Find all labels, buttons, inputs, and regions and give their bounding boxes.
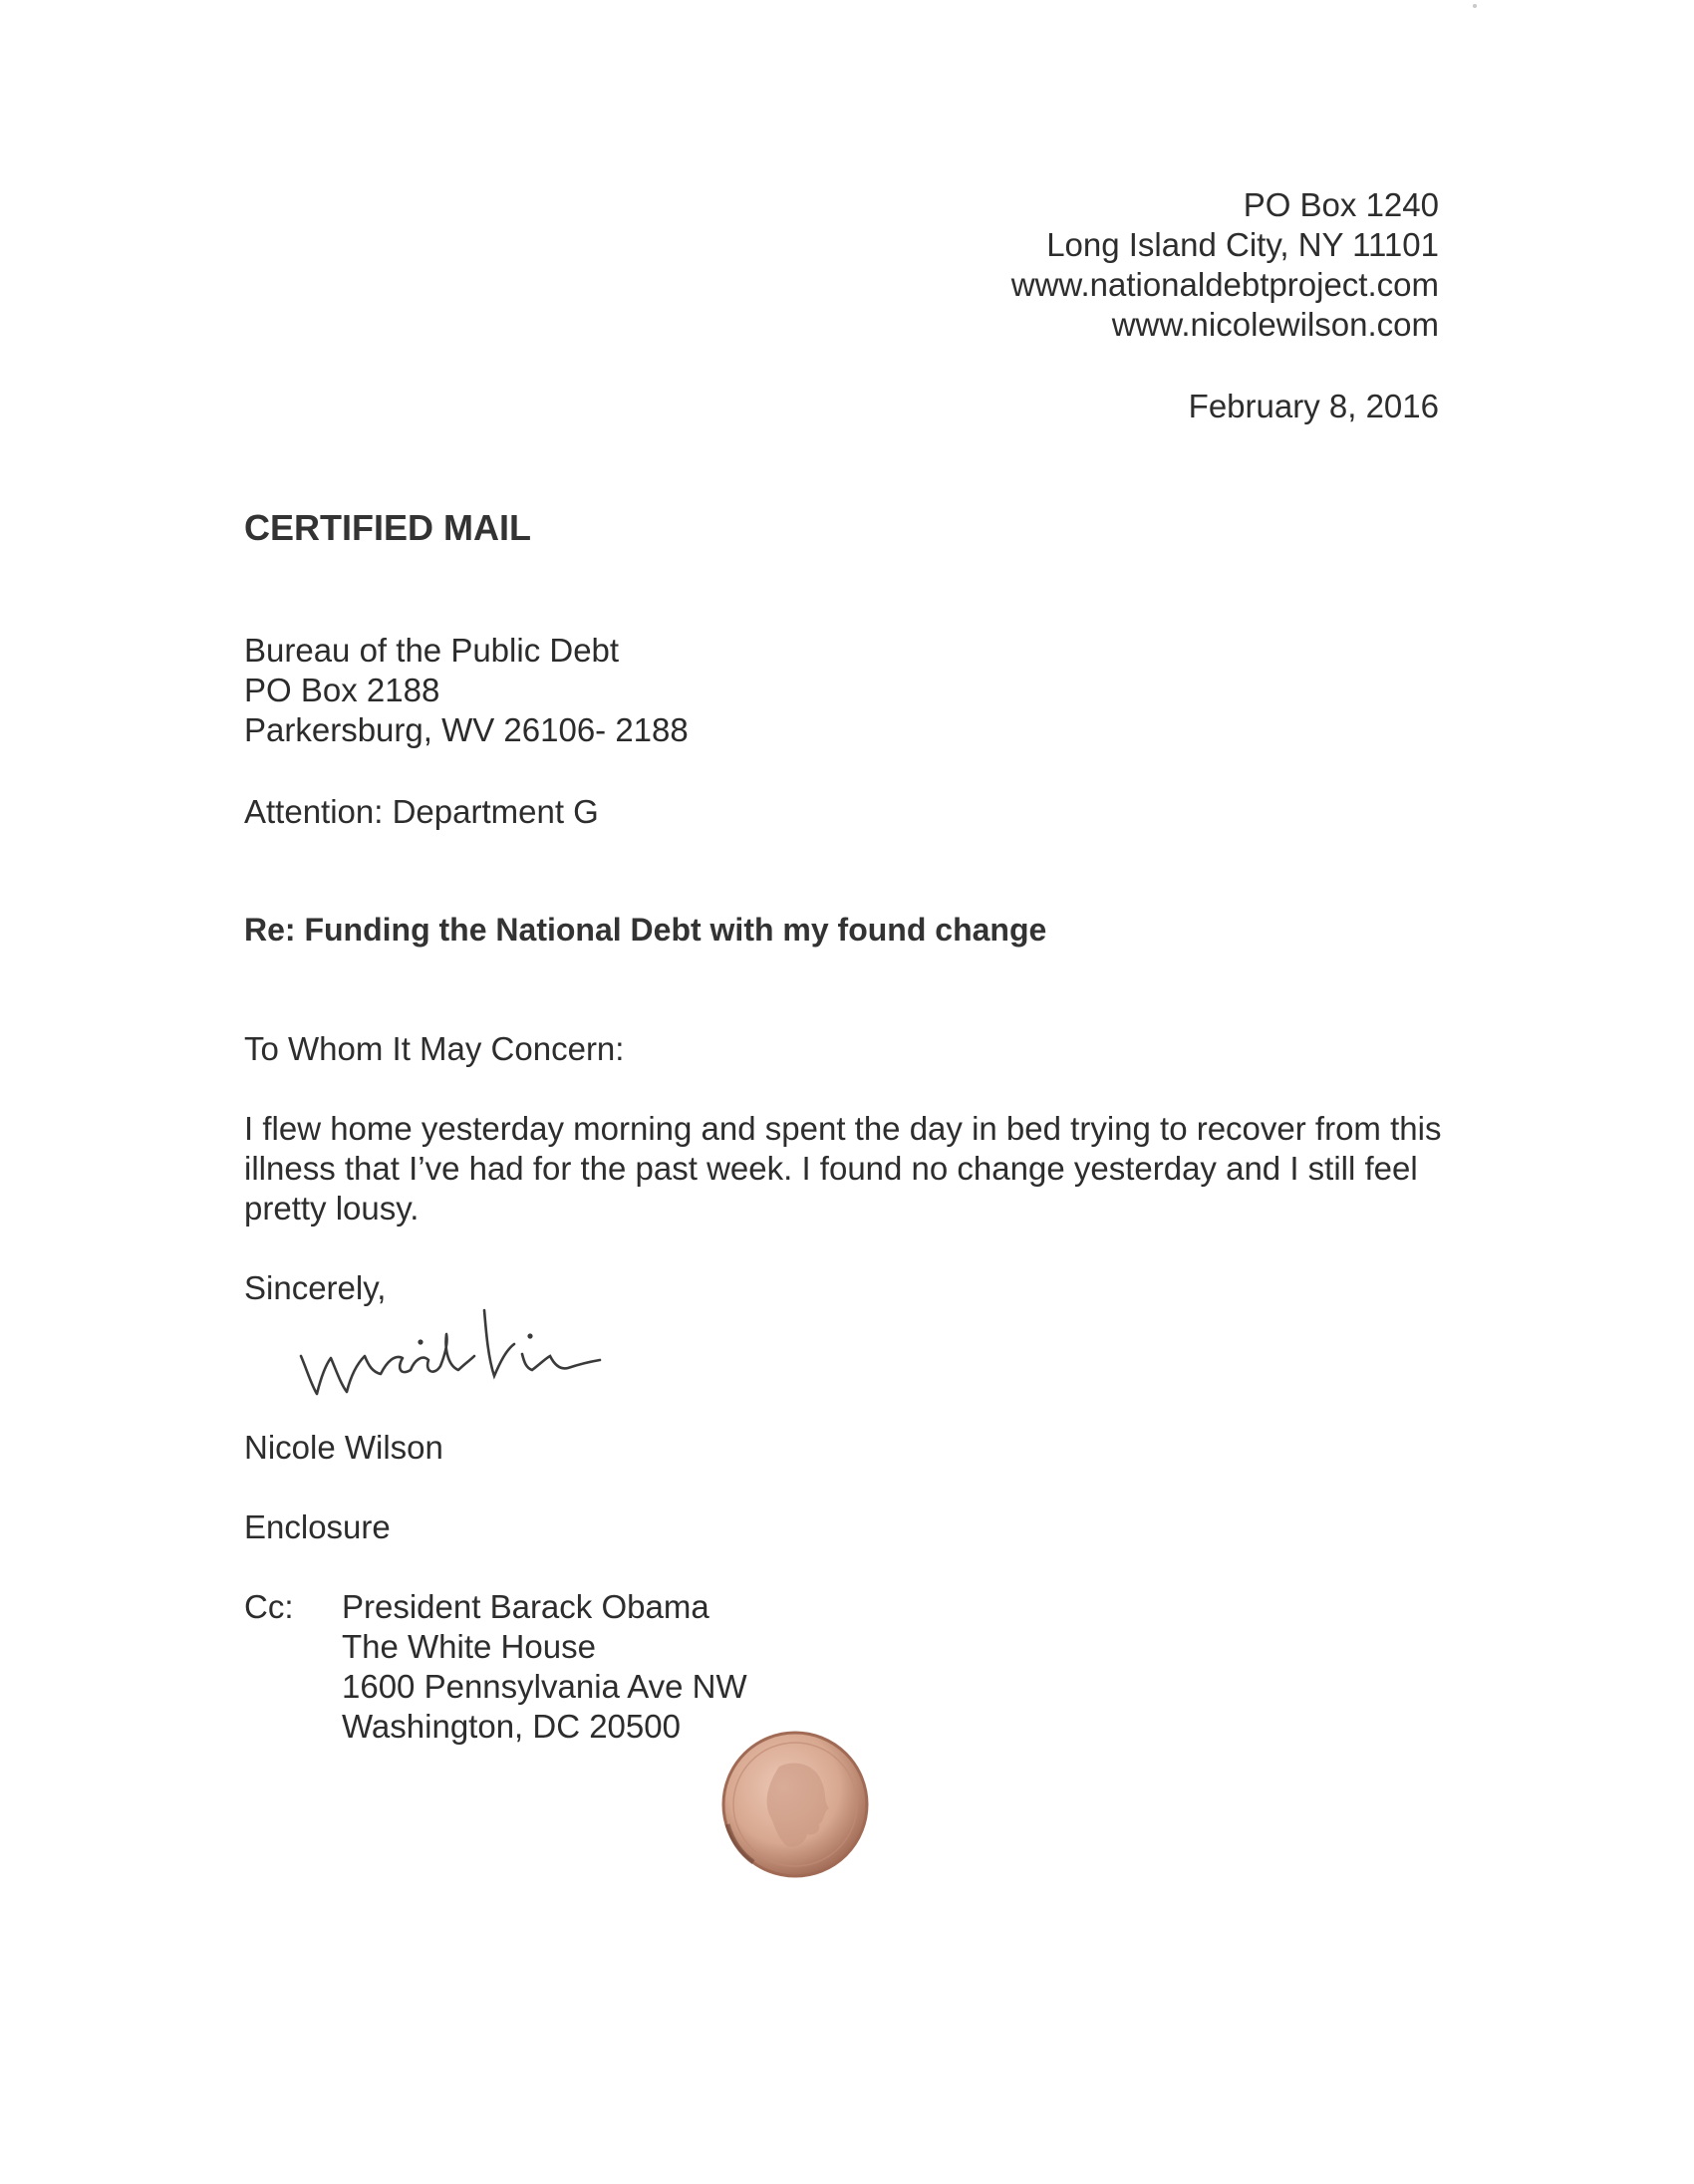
scan-speck — [1473, 4, 1477, 8]
cc-line-3: 1600 Pennsylvania Ave NW — [342, 1668, 747, 1705]
recipient-address-line1: PO Box 2188 — [244, 672, 440, 708]
sender-address-line2: Long Island City, NY 11101 — [1046, 226, 1439, 263]
closing: Sincerely, — [244, 1269, 387, 1306]
sender-address-line1: PO Box 1240 — [1243, 186, 1439, 223]
letter-date: February 8, 2016 — [1188, 388, 1439, 424]
sender-website-1: www.nationaldebtproject.com — [1010, 266, 1439, 303]
penny-coin-image — [719, 1729, 871, 1880]
attention-line: Attention: Department G — [244, 793, 599, 830]
cc-line-2: The White House — [342, 1628, 596, 1665]
salutation: To Whom It May Concern: — [244, 1030, 625, 1067]
recipient-address-line2: Parkersburg, WV 26106- 2188 — [244, 711, 689, 748]
cc-line-1: President Barack Obama — [342, 1588, 709, 1625]
sender-address-block — [1011, 185, 1439, 345]
recipient-name: Bureau of the Public Debt — [244, 632, 620, 669]
cc-line-4: Washington, DC 20500 — [342, 1708, 681, 1745]
handwritten-signature — [289, 1280, 648, 1410]
signer-name: Nicole Wilson — [244, 1429, 443, 1466]
letter-body: I flew home yesterday morning and spent the day in bed trying to recover from this illness that I’ve had for the past week. I found no change yesterday and I still feel pretty lousy. — [244, 1110, 1442, 1227]
sender-website-2: www.nicolewilson.com — [1111, 306, 1439, 343]
enclosure-note: Enclosure — [244, 1508, 391, 1545]
cc-address-block — [342, 1587, 747, 1747]
cc-label: Cc: — [244, 1588, 294, 1625]
certified-mail-heading: CERTIFIED MAIL — [244, 507, 531, 548]
subject-line: Re: Funding the National Debt with my found change — [244, 912, 1047, 948]
recipient-address-block — [244, 631, 689, 750]
